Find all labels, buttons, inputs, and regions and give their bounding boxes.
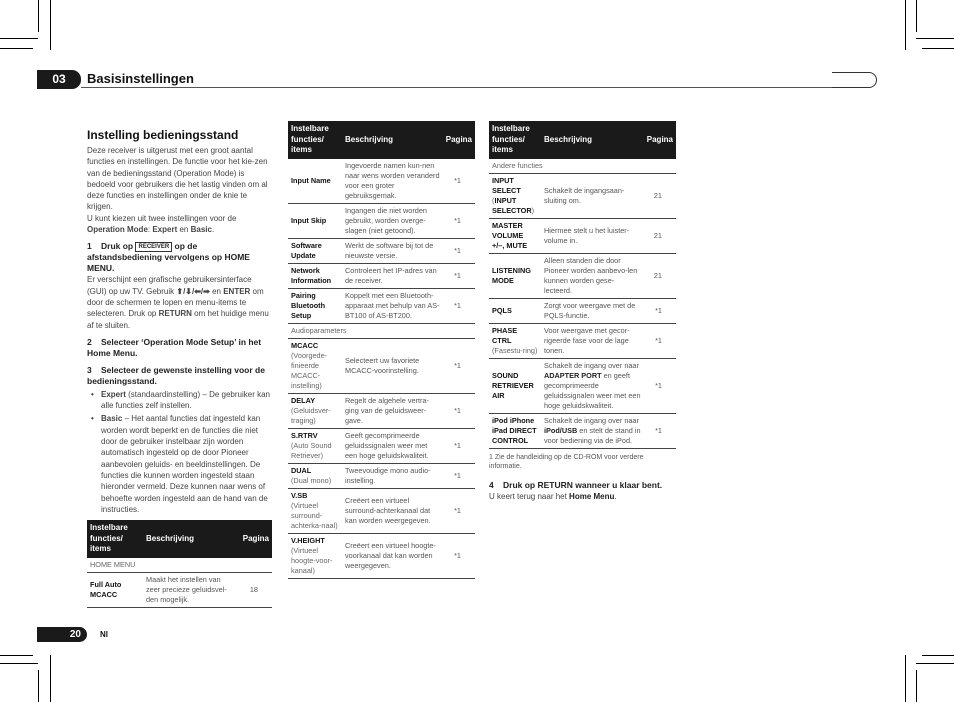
header-tab: [832, 72, 877, 88]
crop-mark: [916, 0, 917, 32]
col-header-items: Instelbare functies/ items: [87, 520, 143, 558]
table-section: Andere functies: [489, 159, 676, 174]
intro-paragraph-2: U kunt kiezen uit twee instellingen voor de Operation Mode: Expert en Basic.: [87, 213, 237, 235]
table-row: Software Update Werkt de software bij tot de nieuwste versie. *1: [288, 238, 475, 263]
step-1-body: Er verschijnt een grafische gebruikersinterface (GUI) op uw TV. Gebruik ⬆/⬇/⬅/➡ en ENTER om door de schermen te lopen en menu-items te selecteren. Druk op RETURN om het huidige menu af te sluiten.: [87, 275, 269, 330]
chapter-title: Basisinstellingen: [87, 71, 194, 86]
table-row: Pairing Bluetooth Setup Koppelt met een Bluetooth-apparaat met behulp van AS-BT100 of AS-BT200. *1: [288, 288, 475, 323]
step-4-body: U keert terug naar het Home Menu.: [489, 491, 617, 501]
crop-mark: [916, 670, 917, 702]
table-row: LISTENING MODE Alleen standen die door Pioneer worden aanbevo-len kunnen worden gese-lecteerd. 21: [489, 253, 676, 298]
table-row: MASTER VOLUME +/–, MUTE Hiermee stelt u het luister-volume in. 21: [489, 218, 676, 253]
crop-mark: [38, 0, 39, 32]
mode-bullets: [87, 389, 272, 515]
table-row: S.RTRV (Auto Sound Retriever) Geeft gecomprimeerde geluidssignalen weer met een hoge geluidskwaliteit. *1: [288, 428, 475, 463]
table-row: INPUT SELECT (INPUT SELECTOR) Schakelt de ingangsaan-sluiting om. 21: [489, 173, 676, 218]
crop-mark: [922, 655, 954, 656]
step-2: 2 Selecteer ‘Operation Mode Setup’ in het Home Menu.: [87, 336, 262, 358]
col-header-items: Instelbare functies/ items: [489, 121, 541, 159]
crop-mark: [0, 48, 33, 49]
column-3: [489, 121, 676, 502]
function-table-2: [288, 121, 475, 579]
header-rule: [81, 87, 867, 88]
crop-mark: [38, 670, 39, 702]
col-header-page: Pagina: [443, 121, 475, 159]
crop-mark: [50, 655, 51, 702]
table-row: DELAY (Geluidsver-traging) Regelt de algehele vertra-ging van de geluidsweer-gave. *1: [288, 393, 475, 428]
column-2: [288, 121, 475, 579]
crop-mark: [50, 0, 51, 50]
table-row: PHASE CTRL (Fasestu-ring) Voor weergave met gecor-rigeerde fase voor de lage tonen. *1: [489, 323, 676, 358]
table-row: Network Information Controleert het IP-adres van de receiver. *1: [288, 263, 475, 288]
table-row: Input Skip Ingangen die niet worden gebruikt, worden overge-slagen (niet getoond). *1: [288, 203, 475, 238]
table-row: V.SB (Virtueel surround-achterka-naal) Creëert een virtueel surround-achterkanaal dat kan worden weergegeven. *1: [288, 488, 475, 533]
step-4: 4 Druk op RETURN wanneer u klaar bent.: [489, 479, 663, 490]
crop-mark: [922, 48, 954, 49]
crop-mark: [916, 38, 954, 39]
col-header-desc: Beschrijving: [143, 520, 240, 558]
table-section: Audioparameters: [288, 323, 475, 338]
table-row: Full Auto MCACC Maakt het instellen van zeer precieze geluidsvel-den mogelijk. 18: [87, 572, 272, 607]
table-row: iPod iPhone iPad DIRECT CONTROL Schakelt de ingang over naar iPod/USB en stelt de stand in voor bediening via de iPod. *1: [489, 413, 676, 448]
step-3: 3 Selecteer de gewenste instelling voor de bedieningsstand.: [87, 364, 265, 386]
col-header-desc: Beschrijving: [541, 121, 644, 159]
table-row: MCACC (Voorgede-finieerde MCACC-instelling) Selecteert uw favoriete MCACC-voorinstelling. *1: [288, 338, 475, 393]
receiver-button-icon: RECEIVER: [135, 242, 172, 252]
crop-mark: [916, 663, 954, 664]
function-table-3: [489, 121, 676, 449]
table-row: V.HEIGHT (Virtueel hoogte-voor-kanaal) Creëert een virtueel hoogte-voorkanaal dat kan worden weergegeven. *1: [288, 533, 475, 578]
crop-mark: [0, 655, 33, 656]
chapter-header: [37, 70, 877, 89]
table-row: Input Name Ingevoerde namen kun-nen naar wens worden veranderd voor een groter gebruiksgemak. *1: [288, 159, 475, 204]
col-header-page: Pagina: [644, 121, 676, 159]
table-row: PQLS Zorgt voor weergave met de PQLS-functie. *1: [489, 298, 676, 323]
crop-mark: [905, 0, 906, 50]
page-number: 20: [37, 627, 87, 642]
table-row: SOUND RETRIEVER AIR Schakelt de ingang over naar ADAPTER PORT en geeft gecomprimeerde geluidssignalen weer met een hoge geluidskwaliteit. *1: [489, 358, 676, 413]
intro-paragraph: Deze receiver is uitgerust met een groot aantal functies en instellingen. De functie voor het kie-zen van de bedieningsstand (Operation Mode) is bedoeld voor gebruikers die het lastig vinden om al deze functies en instellingen onder de knie te krijgen.: [87, 146, 268, 212]
column-1: [87, 128, 272, 608]
footnote: 1 Zie de handleiding op de CD-ROM voor verdere informatie.: [489, 453, 644, 470]
bullet-expert: • Expert (standaardinstelling) – De gebruiker kan alle functies zelf instellen.: [87, 389, 272, 412]
language-code: Nl: [100, 630, 108, 639]
bullet-basic: • Basic – Het aantal functies dat ingesteld kan worden wordt beperkt en de functies die niet door de gebruiker instelbaar zijn worden automatisch ingesteld op de door Pioneer aanbevolen geluids- en beeldinstellingen. De functies die kunnen worden ingesteld staan hieronder vermeld. Deze kunnen naar wens of behoefte worden ingesteld aan de hand van de instructies.: [87, 413, 272, 515]
crop-mark: [905, 655, 906, 702]
col-header-items: Instelbare functies/ items: [288, 121, 342, 159]
section-title: Instelling bedieningsstand: [87, 128, 239, 142]
col-header-desc: Beschrijving: [342, 121, 443, 159]
chapter-number: 03: [37, 70, 81, 89]
step-1: 1 Druk op RECEIVER op de afstandsbediening vervolgens op HOME MENU.: [87, 241, 250, 274]
arrow-keys-icon: ⬆/⬇/⬅/➡: [176, 286, 210, 296]
crop-mark: [0, 38, 38, 39]
crop-mark: [0, 663, 38, 664]
function-table-1: [87, 520, 272, 608]
col-header-page: Pagina: [240, 520, 272, 558]
table-section: HOME MENU: [87, 558, 272, 573]
table-row: DUAL (Dual mono) Tweevoudige mono audio-instelling. *1: [288, 463, 475, 488]
